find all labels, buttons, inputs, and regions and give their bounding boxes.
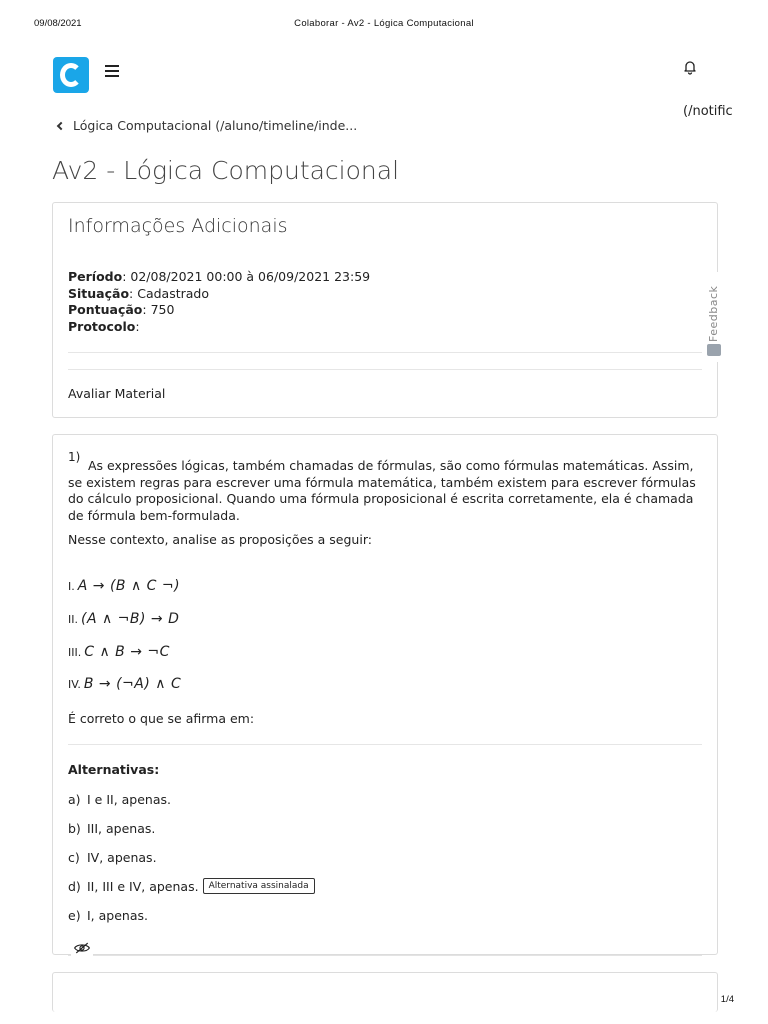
info-periodo: Período: 02/08/2021 00:00 à 06/09/2021 23:59: [68, 269, 371, 284]
question-card: [52, 434, 718, 955]
notifications-link[interactable]: (/notific: [683, 104, 733, 119]
proposition-item: II. (A ∧ ¬B) → D: [68, 611, 180, 627]
colaborar-logo-icon[interactable]: [53, 57, 89, 93]
divider: [68, 352, 702, 353]
question-context: Nesse contexto, analise as proposições a seguir:: [68, 532, 372, 547]
eye-slash-icon[interactable]: [71, 940, 93, 956]
proposition-item: III. C ∧ B → ¬C: [68, 644, 170, 660]
chevron-left-icon: [57, 121, 65, 129]
selected-alternative-badge: Alternativa assinalada: [203, 878, 315, 894]
correct-prompt: É correto o que se afirma em:: [68, 711, 255, 726]
proposition-item: IV. B → (¬A) ∧ C: [68, 676, 182, 692]
feedback-icon: [707, 344, 721, 356]
alternative-a[interactable]: a) I e II, apenas.: [68, 792, 171, 807]
bell-icon[interactable]: [682, 59, 698, 75]
print-date: 09/08/2021: [34, 18, 82, 29]
info-situacao: Situação: Cadastrado: [68, 285, 209, 301]
breadcrumb-link[interactable]: Lógica Computacional (/aluno/timeline/inde...: [73, 118, 358, 133]
breadcrumb[interactable]: [56, 118, 357, 133]
feedback-label: Feedback: [707, 285, 720, 342]
divider: [68, 955, 702, 956]
next-question-card: [52, 972, 718, 1012]
avaliar-material-link[interactable]: Avaliar Material: [68, 386, 166, 401]
info-pontuacao: Pontuação: 750: [68, 302, 175, 317]
info-protocolo: Protocolo:: [68, 318, 140, 334]
question-number: 1): [68, 450, 81, 464]
alternative-e[interactable]: e) I, apenas.: [68, 908, 148, 923]
alternative-c[interactable]: c) IV, apenas.: [68, 850, 157, 865]
divider: [68, 744, 702, 745]
alternatives-title: Alternativas:: [68, 762, 160, 777]
alternative-b[interactable]: b) III, apenas.: [68, 821, 156, 836]
divider: [68, 369, 702, 370]
proposition-item: I. A → (B ∧ C ¬): [68, 578, 181, 594]
page-title: Av2 - Lógica Computacional: [52, 156, 400, 185]
info-details: [68, 269, 370, 335]
print-title: Colaborar - Av2 - Lógica Computacional: [294, 18, 474, 29]
hamburger-menu-icon[interactable]: [105, 65, 119, 77]
print-page-number: 1/4: [720, 994, 734, 1005]
question-text: As expressões lógicas, também chamadas de fórmulas, são como fórmulas matemáticas. Assim, se existem regras para escrever uma fórmula matemática, também existem para escrever fórmulas do cálculo proposicional. Quando uma fórmula proposicional é escrita corretamente, ela é chamada de fórmula bem-formulada.: [68, 458, 696, 523]
alternative-d[interactable]: d) II, III e IV, apenas. Alternativa assinalada: [68, 878, 315, 894]
info-card-title: Informações Adicionais: [68, 215, 288, 237]
feedback-tab[interactable]: [702, 272, 726, 362]
additional-info-card: [52, 202, 718, 418]
